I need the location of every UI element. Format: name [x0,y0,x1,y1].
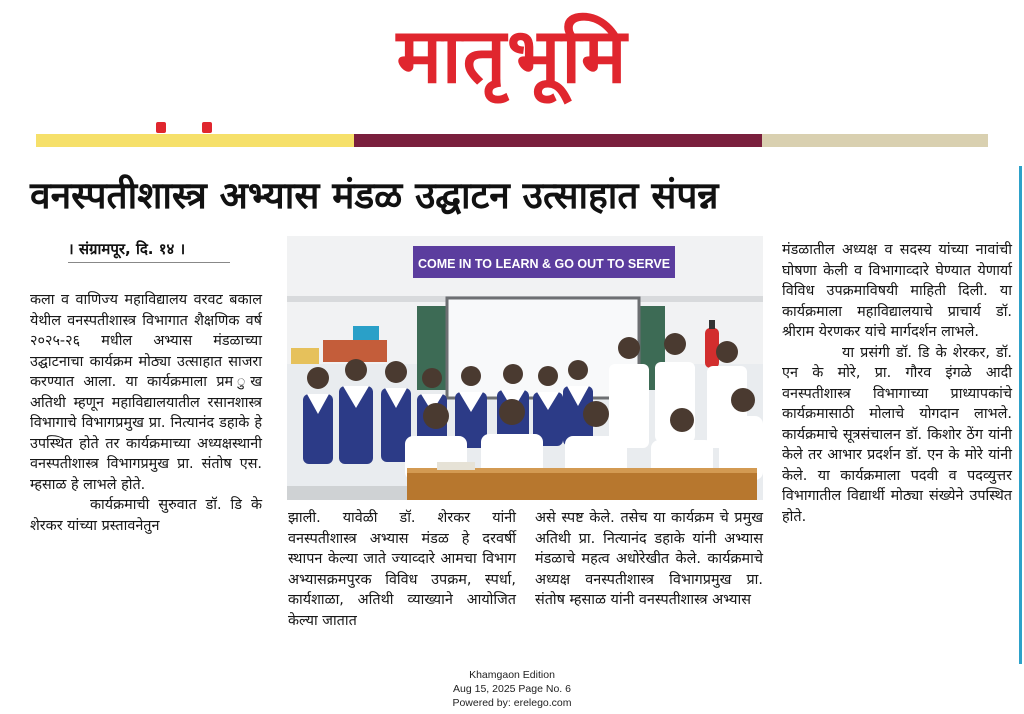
article-headline: वनस्पतीशास्त्र अभ्यास मंडळ उद्घाटन उत्साहात संपन्न [30,174,719,217]
article-column-1 [30,290,262,660]
article-paragraph: कला व वाणिज्य महाविद्यालय वरवट बकाल येथील वनस्पतीशास्त्र विभागात शैक्षणिक वर्ष २०२५-२६ मधील अभ्यास मंडळाच्या उद्घाटनाचा कार्यक्रम मोठ्या उत्साहात साजरा करण्यात आला. या कार्यक्रमाला प्रम ुख अतिथी म्हणून महाविद्यालयातील रसानशास्त्र विभागाचे विभागप्रमुख प्रा. नित्यानंद डहाके हे उपस्थित होते तर कार्यक्रमाच्या अध्यक्षस्थानी वनस्पतीशास्त्र विभागप्रमुख प्रा. संतोष एस. म्हसाळ हे लाभले होते. [30,292,262,493]
footer-edition: Khamgaon Edition [469,669,555,681]
footer-date-page: Aug 15, 2025 Page No. 6 [453,683,571,695]
color-bar-yellow [36,134,354,147]
article-paragraph: या प्रसंगी डॉ. डि के शेरकर, डॉ. एन के मोरे, प्रा. गौरव इंगळे आदी वनस्पतीशास्त्र विभागाच्या प्राध्यापकांचे कार्यक्रमासाठी मोलाचे योगदान लाभले. कार्यक्रमाचे सूत्रसंचालन डॉ. किशोर ठेंग यांनी केले तर आभार प्रदर्शन डॉ. एन के मोरे यांनी केले. या कार्यक्रमाला पदवी व पदव्युत्तर विभागातील विद्यार्थी मोठ्या संख्येने उपस्थित होते. [782,344,1012,525]
article-column-2 [288,508,516,658]
masthead-decoration [156,122,166,133]
page-footer [380,668,644,710]
article-paragraph: मंडळातील अध्यक्ष व सदस्य यांच्या नावांची घोषणा केली व विभागाव्दारे घेण्यात येणार्या विविध उपक्रमाविषयी माहिती दिली. या कार्यक्रमाला महाविद्यालयाचे प्राचार्य डॉ. श्रीराम येरणकर यांचे मार्गदर्शन लाभले. [782,242,1012,340]
column-rule [1019,166,1022,664]
article-paragraph: असे स्पष्ट केले. तसेच या कार्यक्रम चे प्रमुख अतिथी प्रा. नित्यानंद डहाके यांनी अभ्यास मंडळाचे महत्व अधोरेखीत केले. कार्यक्रमाचे अध्यक्ष वनस्पतीशास्त्र विभागप्रमुख प्रा. संतोष म्हसाळ यांनी वनस्पतीशास्त्र अभ्यास [535,510,763,608]
article-column-4 [782,240,1012,664]
article-dateline: । संग्रामपूर, दि. १४ । [68,238,230,263]
photo-banner-text: COME IN TO LEARN & GO OUT TO SERVE [417,257,671,271]
article-paragraph: कार्यक्रमाची सुरुवात डॉ. डि के शेरकर यांच्या प्रस्तावनेतुन [30,497,262,534]
masthead-decoration [202,122,212,133]
color-bar-beige [762,134,988,147]
masthead-title: मातृभूमि [396,11,628,100]
article-photo [287,236,763,500]
article-paragraph: झाली. यावेळी डॉ. शेरकर यांनी वनस्पतीशास्त्र अभ्यास मंडळ हे दरवर्षी स्थापन केल्या जाते ज्याव्दारे आमचा विभाग अभ्यासक्रमपुरक विविध उपक्रम, स्पर्धा, कार्यशाळा, अतिथी व्याख्याने आयोजित केल्या जातात [288,510,516,629]
footer-powered-by: Powered by: erelego.com [452,697,572,709]
color-bar-maroon [354,134,762,147]
article-column-3 [535,508,763,658]
